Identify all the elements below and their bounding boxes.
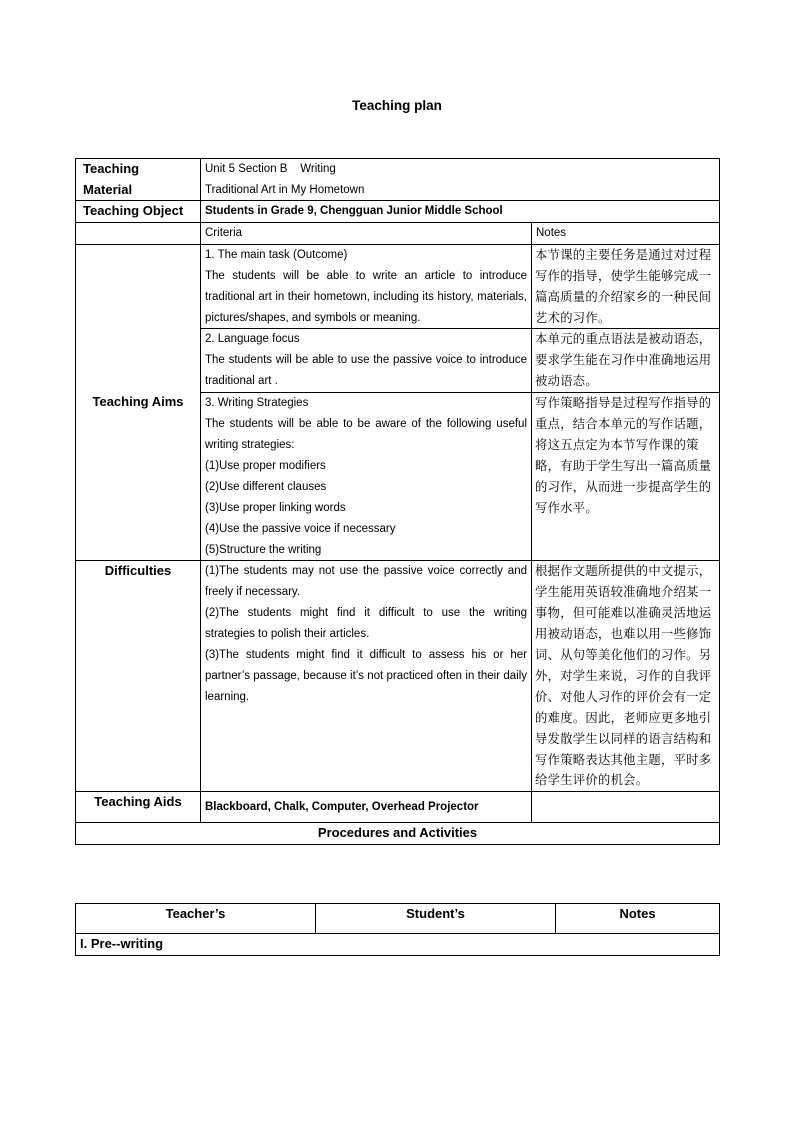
teaching-material-value: Unit 5 Section B Writing Traditional Art in My Hometown <box>201 159 720 201</box>
aim-1-heading: 1. The main task (Outcome) <box>205 248 348 261</box>
aim-2-note: 本单元的重点语法是被动语态，要求学生能在习作中准确地运用被动语态。 <box>532 329 720 393</box>
strategy-item: (1)Use proper modifiers <box>205 459 326 472</box>
aim-3-body: The students will be able to be aware of the following useful writing strategies: <box>205 418 527 451</box>
aim-2-body: The students will be able to use the passive voice to introduce traditional art . <box>205 354 527 388</box>
aim-3-criteria <box>201 393 532 561</box>
aim-1-body: The students will be able to write an article to introduce traditional art in their hometown, including its history, materials, pictures/shapes, and symbols or meaning. <box>205 269 527 324</box>
teaching-aims-label: Teaching Aims <box>76 244 201 561</box>
aim-2-criteria <box>201 329 532 393</box>
difficulty-item: (3)The students might find it difficult to assess his or her partner’s passage, because it’s not practiced often in their daily learning. <box>205 649 527 703</box>
row-procedures-title <box>76 823 720 845</box>
page-title: Teaching plan <box>352 98 442 113</box>
notes-header: Notes <box>532 222 720 244</box>
aim-2-heading: 2. Language focus <box>205 333 300 346</box>
student-column-header: Student’s <box>316 904 556 934</box>
pre-writing-section: I. Pre--writing <box>76 934 720 956</box>
strategy-item: (2)Use different clauses <box>205 480 327 493</box>
procedures-table <box>75 903 720 956</box>
procedures-title: Procedures and Activities <box>76 823 720 845</box>
teaching-aids-label: Teaching Aids <box>76 792 201 823</box>
aim-3-note: 写作策略指导是过程写作指导的重点，结合本单元的写作话题，将这五点定为本节写作课的策略，有助于学生写出一篇高质量的习作，从而进一步提高学生的写作水平。 <box>532 393 720 561</box>
row-teaching-object <box>76 201 720 223</box>
difficulties-label: Difficulties <box>76 561 201 792</box>
header-empty-cell <box>76 222 201 244</box>
teaching-material-label: Teaching Material <box>76 159 201 201</box>
difficulties-list <box>201 561 532 792</box>
teaching-object-value: Students in Grade 9, Chengguan Junior Middle School <box>201 201 720 223</box>
row-column-headers <box>76 222 720 244</box>
difficulties-note: 根据作文题所提供的中文提示，学生能用英语较准确地介绍某一事物，但可能难以准确灵活地运用被动语态，也难以用一些修饰词、从句等美化他们的习作。另外，对学生来说，习作的自我评价、对他人习作的评价会有一定的难度。因此，老师应更多地引导发散学生以同样的语言结构和写作策略表达其他主题，平时多给学生评价的机会。 <box>532 561 720 792</box>
plan-table <box>75 158 720 845</box>
difficulty-item: (1)The students may not use the passive voice correctly and freely if necessary. <box>205 565 527 599</box>
teaching-aids-note <box>532 792 720 823</box>
strategy-item: (4)Use the passive voice if necessary <box>205 522 396 535</box>
procedures-header-row <box>76 904 720 934</box>
row-difficulties <box>76 561 720 792</box>
criteria-header: Criteria <box>201 222 532 244</box>
aim-1-note: 本节课的主要任务是通过对过程写作的指导，使学生能够完成一篇高质量的介绍家乡的一种民间艺术的习作。 <box>532 244 720 329</box>
difficulty-item: (2)The students might find it difficult to use the writing strategies to polish their articles. <box>205 607 527 641</box>
aim-1-criteria <box>201 244 532 329</box>
strategy-item: (5)Structure the writing <box>205 543 322 556</box>
aim-3-heading: 3. Writing Strategies <box>205 397 309 410</box>
pre-writing-row <box>76 934 720 956</box>
notes-column-header: Notes <box>556 904 720 934</box>
strategy-item: (3)Use proper linking words <box>205 501 346 514</box>
row-teaching-material <box>76 159 720 201</box>
aim-row-1 <box>76 244 720 329</box>
row-teaching-aids <box>76 792 720 823</box>
teacher-column-header: Teacher’s <box>76 904 316 934</box>
teaching-object-label: Teaching Object <box>76 201 201 223</box>
teaching-aids-value: Blackboard, Chalk, Computer, Overhead Projector <box>201 792 532 823</box>
